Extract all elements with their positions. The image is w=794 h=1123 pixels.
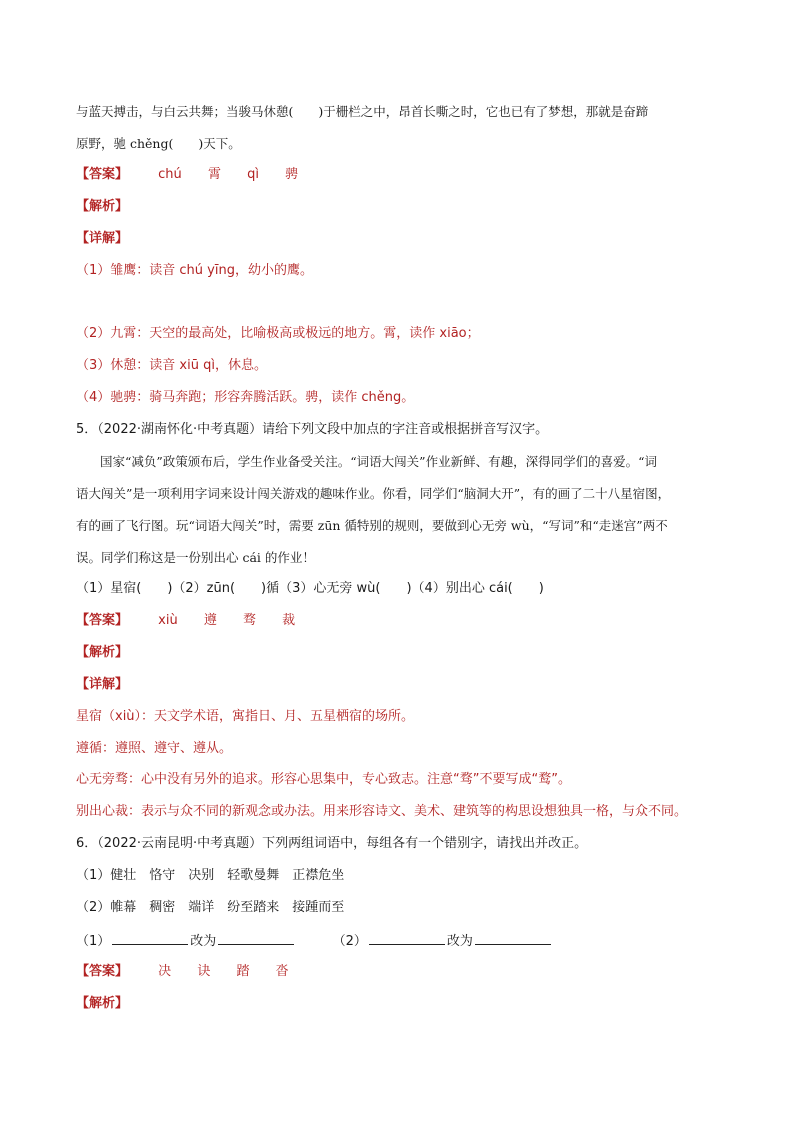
answer-label: 【答案】 [76,964,129,979]
passage-line: 有的画了飞行图。玩“词语大闯关”时，需要 zūn 循特别的规则，要做到心无旁 wù，“写词”和“走迷宫”两不 [76,518,668,533]
answer-item: 决 [158,964,172,979]
answer-label: 【答案】 [76,167,129,182]
blanks-line: （1）星宿( )（2）zūn( )循（3）心无旁 wù( )（4）别出心 cái( ) [76,581,544,596]
answer-row [76,962,754,982]
answer-row [76,165,754,185]
answer-item: 裁 [282,613,296,628]
fill-blank[interactable] [475,930,551,945]
detail-item: （2）九霄：天空的最高处，比喻极高或极远的地方。霄，读作 xiāo； [76,326,480,341]
detail-item: 心无旁骛：心中没有另外的追求。形容心思集中，专心致志。注意“骛”不要写成“鹜”。 [76,772,571,787]
analysis-label: 【解析】 [76,199,129,214]
fill-label: （1） [76,934,111,949]
detail-label: 【详解】 [76,677,129,692]
fill-label: （2） [332,934,367,949]
detail-item: （4）驰骋：骑马奔跑；形容奔腾活跃。骋，读作 chěng。 [76,390,415,405]
question-stem: 6．（2022·云南昆明·中考真题）下列两组词语中，每组各有一个错别字，请找出并改正。 [76,836,588,851]
analysis-label: 【解析】 [76,996,129,1011]
analysis-label: 【解析】 [76,645,129,660]
answer-label: 【答案】 [76,613,129,628]
detail-item: 别出心裁：表示与众不同的新观念或办法。用来形容诗文、美术、建筑等的构思设想独具一格，与众不同。 [76,804,688,819]
detail-item: 星宿（xiù）：天文学术语，寓指日、月、五星栖宿的场所。 [76,709,415,724]
passage-line: 国家“减负”政策颁布后，学生作业备受关注。“词语大闯关”作业新鲜、有趣，深得同学们的喜爱。“词 [100,454,657,469]
word-group: （1）健壮 恪守 决别 轻歌曼舞 正襟危坐 [76,868,345,883]
answer-item: 遵 [203,613,217,628]
answer-item: 骋 [285,167,299,182]
detail-item: （3）休憩：读音 xiū qì，休息。 [76,358,267,373]
answer-item: xiù [158,613,178,628]
answer-item: 踏 [236,964,250,979]
fill-blank[interactable] [112,930,188,945]
answer-row [76,611,754,631]
answer-item: 骛 [243,613,257,628]
passage-line: 与蓝天搏击，与白云共舞；当骏马休憩( )于栅栏之中，昂首长嘶之时，它也已有了梦想，那就是奋蹄 [76,104,649,119]
detail-item: （1）雏鹰：读音 chú yīng，幼小的鹰。 [76,263,313,278]
passage-line: 原野，驰 chěng( )天下。 [76,136,241,151]
detail-item: 遵循：遵照、遵守、遵从。 [76,741,233,756]
fill-blank[interactable] [369,930,445,945]
fill-change: 改为 [190,934,217,949]
fill-row [76,930,754,952]
fill-change: 改为 [446,934,473,949]
answer-item: 沓 [275,964,289,979]
detail-label: 【详解】 [76,231,129,246]
answer-item: qì [247,167,259,182]
word-group: （2）帷幕 稠密 端详 纷至踏来 接踵而至 [76,900,345,915]
passage-line: 语大闯关”是一项利用字词来设计闯关游戏的趣味作业。你看，同学们“脑洞大开”，有的画了二十八星宿图， [76,486,671,501]
answer-item: chú [158,167,182,182]
answer-item: 霄 [207,167,221,182]
answer-item: 诀 [197,964,211,979]
fill-blank[interactable] [218,930,294,945]
question-stem: 5．（2022·湖南怀化·中考真题）请给下列文段中加点的字注音或根据拼音写汉字。 [76,422,549,437]
passage-line: 误。同学们称这是一份别出心 cái 的作业！ [76,550,315,565]
